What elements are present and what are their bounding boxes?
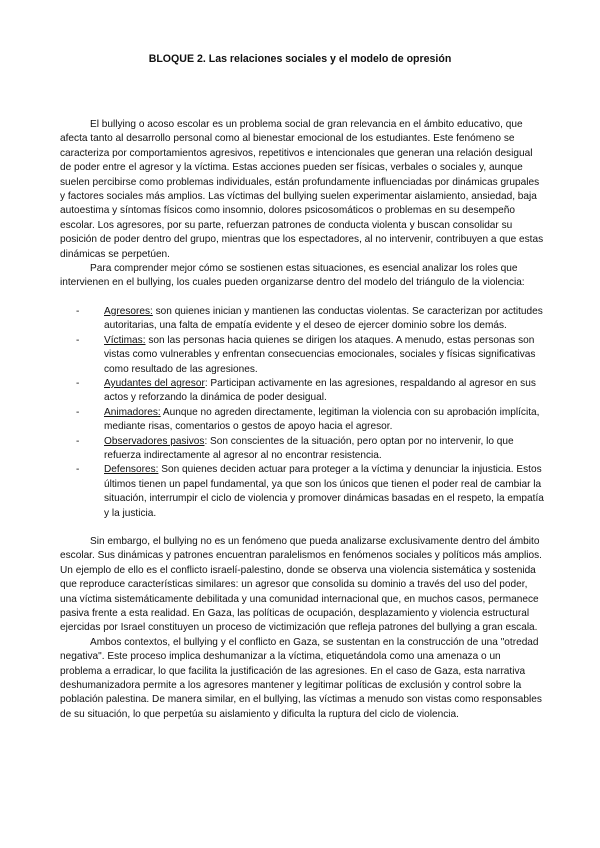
paragraph-intro: El bullying o acoso escolar es un problema social de gran relevancia en el ámbito educativo, que afecta tanto al desarrollo personal como al bienestar emocional de los estudiantes. Este fenómeno se caracteriza por comportamientos agresivos, repetitivos e intencionales que generan una relación desigual de poder entre el agresor y la víctima. Estas acciones pueden ser físicas, verbales o sociales y, aunque suelen percibirse como problemas individuales, están profundamente influenciadas por dinámicas grupales y factores sociales más amplios. Las víctimas del bullying suelen experimentar aislamiento, ansiedad, baja autoestima y síntomas físicos como insomnio, dolores psicosomáticos o problemas en su desempeño escolar. Los agresores, por su parte, refuerzan patrones de conducta violenta y buscan consolidar su posición de poder dentro del grupo, mientras que los espectadores, al no intervenir, contribuyen a que estas dinámicas se perpetúen.	[60, 119, 544, 260]
role-term: Defensores:	[104, 464, 159, 476]
role-description: : Son conscientes de la situación, pero optan por no intervenir, lo que refuerza indirectamente al agresor al no encontrar resistencia.	[104, 435, 514, 461]
roles-list	[60, 305, 544, 521]
page-title: BLOQUE 2. Las relaciones sociales y el modelo de opresión	[148, 53, 452, 65]
list-item	[76, 305, 544, 334]
paragraph-gaza-parallel: Sin embargo, el bullying no es un fenómeno que pueda analizarse exclusivamente dentro del ámbito escolar. Sus dinámicas y patrones encuentran paralelismos en fenómenos sociales y políticos más amplios. Un ejemplo de ello es el conflicto israelí-palestino, donde se observa una violencia sistemática y sostenida que reproduce características similares: un agresor que consolida su dominio a través del uso del poder, una víctima sistemáticamente debilitada y una comunidad internacional que, en muchos casos, permanece pasiva frente a esta realidad. En Gaza, las políticas de ocupación, desplazamiento y violencia estructural ejercidas por Israel constituyen un proceso de victimización que refleja patrones del bullying a gran escala.	[60, 535, 542, 634]
role-term: Agresores:	[104, 305, 153, 317]
list-item	[76, 435, 544, 464]
list-item	[76, 334, 544, 377]
role-description: Aunque no agreden directamente, legitiman la violencia con su aprobación implícita, mediante risas, comentarios o gestos de apoyo hacia el agresor.	[104, 406, 540, 433]
role-term: Víctimas:	[104, 334, 146, 346]
role-description: son quienes inician y mantienen las conductas violentas. Se caracterizan por actitudes autoritarias, una falta de empatía evidente y el deseo de ejercer dominio sobre los demás.	[104, 305, 543, 332]
list-dash: -	[76, 334, 80, 346]
role-description: Son quienes deciden actuar para proteger a la víctima y denunciar la injusticia. Estos últimos tienen un papel fundamental, ya que son los únicos que tienen el poder real de cambiar la situación, interrumpir el ciclo de violencia y promover dinámicas basadas en el respeto, la empatía y la justicia.	[104, 464, 544, 519]
role-description: : Participan activamente en las agresiones, respaldando al agresor en sus actos y reforzando la dinámica de poder desigual.	[104, 377, 536, 404]
list-dash: -	[76, 464, 80, 476]
role-description: son las personas hacia quienes se dirigen los ataques. A menudo, estas personas son vistas como vulnerables y enfrentan consecuencias emocionales, sociales y físicas significativas como resultado de las agresiones.	[104, 334, 536, 375]
list-dash: -	[76, 406, 80, 418]
role-term: Observadores pasivos	[104, 435, 205, 447]
list-item	[76, 406, 544, 435]
list-dash: -	[76, 377, 80, 389]
list-dash: -	[76, 305, 80, 317]
list-item	[76, 463, 544, 521]
paragraph-roles-intro: Para comprender mejor cómo se sostienen estas situaciones, es esencial analizar los roles que intervienen en el bullying, los cuales pueden organizarse dentro del modelo del triángulo de la violencia:	[60, 263, 525, 289]
document-body	[60, 118, 544, 722]
list-dash: -	[76, 435, 80, 447]
role-term: Ayudantes del agresor	[104, 377, 205, 389]
list-item	[76, 377, 544, 406]
paragraph-otherness: Ambos contextos, el bullying y el conflicto en Gaza, se sustentan en la construcción de una "otredad negativa". Este proceso implica deshumanizar a la víctima, etiquetándola como una amenaza o un problema a erradicar, lo que facilita la justificación de las agresiones. En el caso de Gaza, esta narrativa deshumanizadora permite a los agresores mantener y legitimar políticas de exclusión y control sobre la población palestina. De manera similar, en el bullying, las víctimas a menudo son vistas como responsables de su situación, lo que perpetúa su aislamiento y dificulta la ruptura del ciclo de violencia.	[60, 636, 542, 720]
role-term: Animadores:	[104, 406, 161, 418]
